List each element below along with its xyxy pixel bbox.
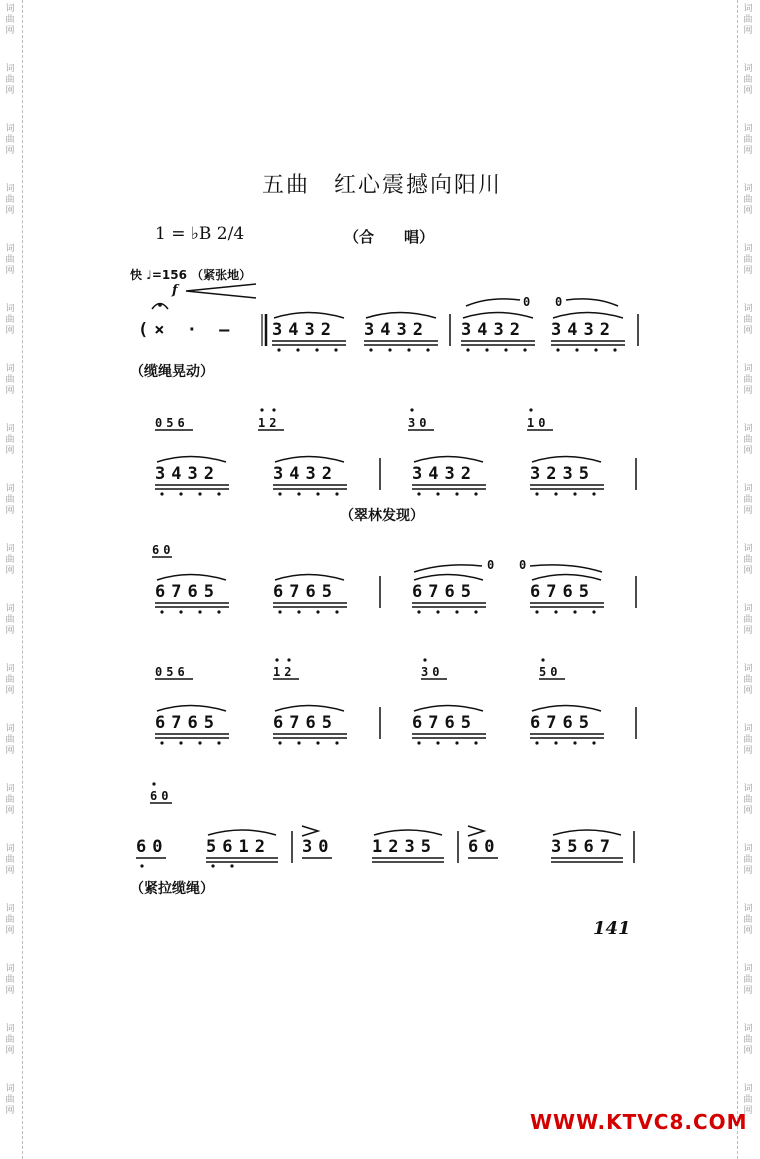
row5-note-6: 3567: [551, 837, 616, 857]
watermark-text: 词曲网: [743, 4, 753, 36]
row2-note-1: 3432: [155, 464, 220, 484]
row3-tie-mark-1: 0: [487, 558, 499, 572]
row3-note-3: 6765: [412, 582, 477, 602]
watermark-text: 词曲网: [743, 1024, 753, 1056]
row4-note-2: 6765: [273, 713, 338, 733]
watermark-text: 词曲网: [743, 64, 753, 96]
watermark-text: 词曲网: [5, 604, 15, 636]
watermark-text: 词曲网: [5, 424, 15, 456]
watermark-text: 词曲网: [5, 4, 15, 36]
row5-note-5: 60: [468, 837, 501, 857]
row5-note-1: 60: [136, 837, 169, 857]
row1-note-2: 3432: [364, 320, 429, 340]
watermark-text: 词曲网: [5, 484, 15, 516]
site-url[interactable]: WWW.KTVC8.COM: [530, 1110, 748, 1134]
row3-note-1: 6765: [155, 582, 220, 602]
caption-ropes-swaying: （缆绳晃动）: [130, 364, 214, 380]
watermark-text: 词曲网: [743, 1084, 753, 1116]
row2-upper-3: 30: [408, 416, 431, 430]
row2-upper-1: 056: [155, 416, 189, 430]
watermark-text: 词曲网: [743, 784, 753, 816]
caption-cuilin-discovers: （翠林发现）: [340, 508, 424, 524]
caption-pull-ropes-tight: （紧拉缆绳）: [130, 881, 214, 897]
song-title: 五曲 红心震撼向阳川: [262, 173, 503, 198]
watermark-text: 词曲网: [5, 124, 15, 156]
watermark-text: 词曲网: [743, 964, 753, 996]
watermark-text: 词曲网: [743, 724, 753, 756]
row4-note-4: 6765: [530, 713, 595, 733]
row4-upper-2: 12: [273, 665, 296, 679]
row3-tie-mark-2: 0: [519, 558, 531, 572]
watermark-text: 词曲网: [743, 364, 753, 396]
watermark-text: 词曲网: [5, 304, 15, 336]
watermark-text: 词曲网: [743, 664, 753, 696]
watermark-text: 词曲网: [5, 964, 15, 996]
watermark-text: 词曲网: [743, 604, 753, 636]
row4-upper-1: 056: [155, 665, 189, 679]
row5-note-3: 30: [302, 837, 335, 857]
watermark-text: 词曲网: [743, 424, 753, 456]
row4-note-1: 6765: [155, 713, 220, 733]
tempo-marking: 快 ♩=156 （紧张地）: [130, 268, 252, 282]
watermark-text: 词曲网: [743, 904, 753, 936]
watermark-text: 词曲网: [5, 184, 15, 216]
watermark-text: 词曲网: [743, 304, 753, 336]
row3-upper-1: 60: [152, 543, 175, 557]
opening-rest-measure: (× · —: [138, 320, 236, 340]
row2-upper-4: 10: [527, 416, 550, 430]
row5-upper-1: 60: [150, 789, 173, 803]
row2-note-2: 3432: [273, 464, 338, 484]
watermark-text: 词曲网: [5, 1084, 15, 1116]
key-signature: 1 = ♭B 2/4: [155, 224, 245, 244]
row4-note-3: 6765: [412, 713, 477, 733]
page-number: 141: [593, 918, 631, 939]
row4-upper-3: 30: [421, 665, 444, 679]
watermark-text: 词曲网: [743, 844, 753, 876]
watermark-text: 词曲网: [743, 244, 753, 276]
row5-note-2: 5612: [206, 837, 271, 857]
watermark-text: 词曲网: [743, 184, 753, 216]
watermark-text: 词曲网: [5, 244, 15, 276]
watermark-text: 词曲网: [5, 364, 15, 396]
row1-note-4: 3432: [551, 320, 616, 340]
row1-note-1: 3432: [272, 320, 337, 340]
row5-note-4: 1235: [372, 837, 437, 857]
row3-note-4: 6765: [530, 582, 595, 602]
watermark-text: 词曲网: [5, 844, 15, 876]
watermark-text: 词曲网: [5, 904, 15, 936]
row1-note-3: 3432: [461, 320, 526, 340]
dynamic-marking: f: [172, 283, 178, 298]
row4-upper-4: 50: [539, 665, 562, 679]
watermark-text: 词曲网: [743, 544, 753, 576]
row2-note-3: 3432: [412, 464, 477, 484]
watermark-text: 词曲网: [5, 664, 15, 696]
row2-note-4: 3235: [530, 464, 595, 484]
row1-tie-mark-2: 0: [555, 295, 567, 309]
voice-label: （合 唱）: [344, 228, 435, 246]
watermark-text: 词曲网: [743, 484, 753, 516]
row2-upper-2: 12: [258, 416, 281, 430]
watermark-text: 词曲网: [5, 1024, 15, 1056]
watermark-text: 词曲网: [5, 64, 15, 96]
row3-note-2: 6765: [273, 582, 338, 602]
watermark-text: 词曲网: [5, 544, 15, 576]
watermark-text: 词曲网: [5, 784, 15, 816]
watermark-text: 词曲网: [743, 124, 753, 156]
watermark-text: 词曲网: [5, 724, 15, 756]
row1-tie-mark-1: 0: [523, 295, 535, 309]
